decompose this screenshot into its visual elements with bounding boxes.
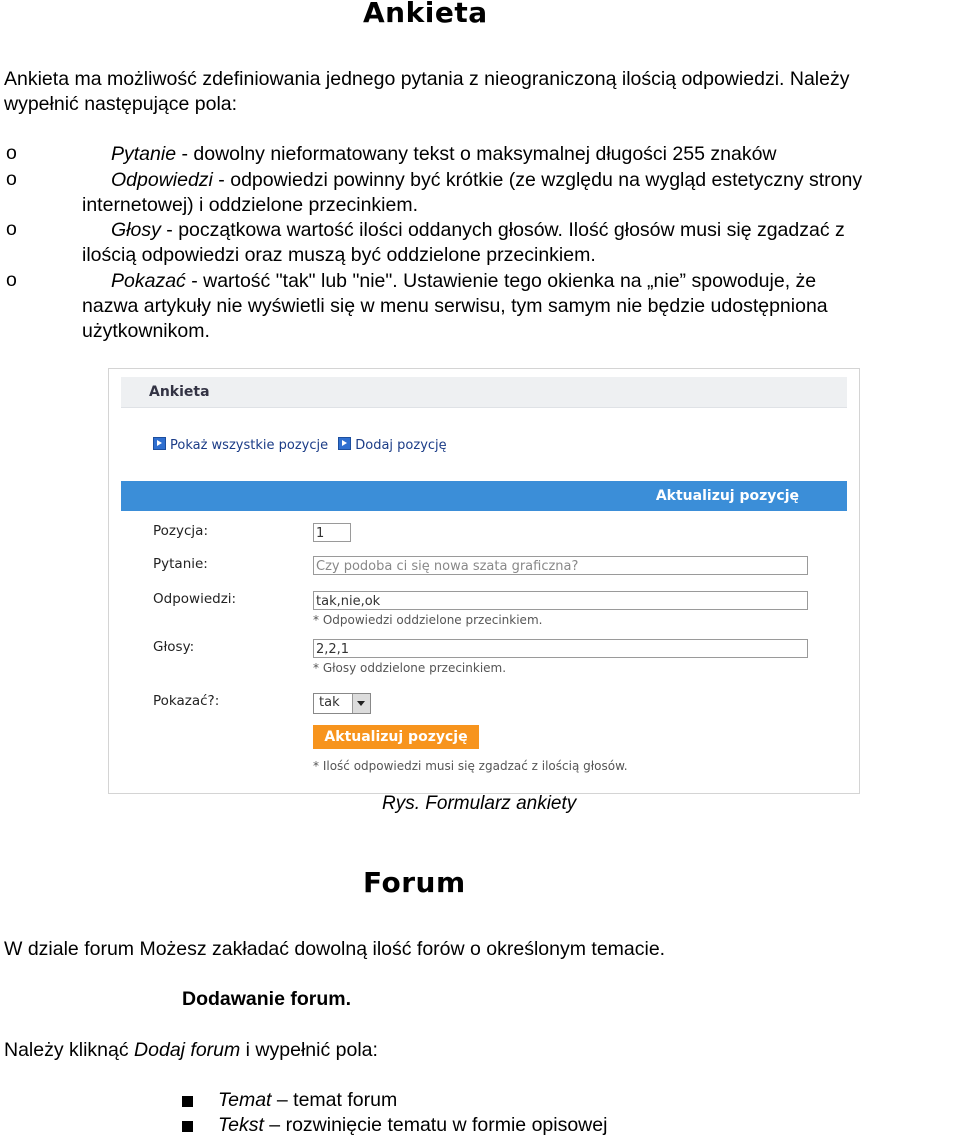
item-continuation: ilością odpowiedzi oraz muszą być oddzielone przecinkiem. [82, 244, 596, 266]
show-select[interactable] [313, 693, 371, 714]
item-term: Odpowiedzi [111, 169, 213, 191]
show-label: Pokazać?: [153, 693, 220, 709]
action-links [153, 437, 447, 453]
bullet-marker: o [6, 218, 17, 240]
square-bullet-icon [182, 1096, 193, 1107]
subheading-add-forum: Dodawanie forum. [182, 988, 352, 1010]
bullet-marker: o [6, 269, 17, 291]
panel-header [121, 377, 847, 408]
item-text: - dowolny nieformatowany tekst o maksymalnej długości 255 znaków [176, 143, 777, 165]
item-term: Temat [218, 1089, 272, 1111]
item-term: Tekst [218, 1114, 264, 1136]
answers-label: Odpowiedzi: [153, 591, 237, 607]
item-text: - początkowa wartość ilości oddanych głosów. Ilość głosów musi się zgadzać z [160, 219, 845, 241]
form-screenshot [108, 368, 860, 794]
position-input[interactable]: 1 [313, 523, 351, 542]
intro-line-2: wypełnić następujące pola: [4, 93, 238, 115]
forum-intro: W dziale forum Możesz zakładać dowolną ilość forów o określonym temacie. [4, 938, 666, 960]
arrow-right-icon [338, 437, 351, 450]
item-continuation: nazwa artykuły nie wyświetli się w menu serwisu, tym samym nie będzie udostępniona [82, 295, 828, 317]
instruction-post: i wypełnić pola: [240, 1039, 378, 1061]
bullet-marker: o [6, 168, 17, 190]
instruction-line [4, 1038, 378, 1063]
item-term: Głosy [111, 219, 161, 241]
instruction-pre: Należy kliknąć [4, 1039, 135, 1061]
list-item-pytanie [82, 142, 958, 167]
square-bullet-icon [182, 1121, 193, 1132]
form-panel [121, 377, 847, 785]
list-item-pokazac [82, 269, 958, 344]
position-label: Pozycja: [153, 523, 208, 539]
form-header-bar [121, 481, 847, 511]
list-item-tekst [218, 1113, 607, 1138]
item-continuation: internetowej) i oddzielone przecinkiem. [82, 194, 419, 216]
panel-title: Ankieta [149, 384, 210, 400]
list-item-temat [218, 1088, 397, 1113]
show-all-link[interactable]: Pokaż wszystkie pozycje [170, 438, 329, 453]
item-term: Pokazać [111, 270, 186, 292]
instruction-link: Dodaj forum [134, 1039, 241, 1061]
item-continuation: użytkownikom. [82, 320, 210, 342]
votes-hint: * Głosy oddzielone przecinkiem. [313, 661, 507, 675]
item-text: - odpowiedzi powinny być krótkie (ze względu na wygląd estetyczny strony [212, 169, 863, 191]
add-item-link[interactable]: Dodaj pozycję [355, 438, 447, 453]
bullet-marker: o [6, 142, 17, 164]
votes-input[interactable]: 2,2,1 [313, 639, 808, 658]
item-text: – temat forum [271, 1089, 398, 1111]
intro-line-1: Ankieta ma możliwość zdefiniowania jednego pytania z nieograniczoną ilością odpowiedzi. Należy [4, 68, 850, 90]
item-text: – rozwinięcie tematu w formie opisowej [263, 1114, 608, 1136]
item-term: Pytanie [111, 143, 177, 165]
item-text: - wartość "tak" lub "nie". Ustawienie tego okienka na „nie” spowoduje, że [185, 270, 817, 292]
answers-input[interactable]: tak,nie,ok [313, 591, 808, 610]
question-input[interactable]: Czy podoba ci się nowa szata graficzna? [313, 556, 808, 575]
list-item-glosy [82, 218, 958, 268]
question-label: Pytanie: [153, 556, 208, 572]
show-select-value: tak [319, 695, 340, 710]
answers-hint: * Odpowiedzi oddzielone przecinkiem. [313, 613, 543, 627]
figure-caption: Rys. Formularz ankiety [382, 793, 577, 814]
footer-hint: * Ilość odpowiedzi musi się zgadzać z ilością głosów. [313, 759, 628, 773]
votes-label: Głosy: [153, 639, 195, 655]
chevron-down-icon[interactable] [352, 694, 370, 713]
update-button[interactable]: Aktualizuj pozycję [313, 725, 479, 749]
list-item-odpowiedzi [82, 168, 958, 218]
section-title-ankieta: Ankieta [363, 0, 488, 29]
section-title-forum: Forum [363, 866, 466, 899]
form-header-title: Aktualizuj pozycję [655, 488, 799, 504]
arrow-right-icon [153, 437, 166, 450]
